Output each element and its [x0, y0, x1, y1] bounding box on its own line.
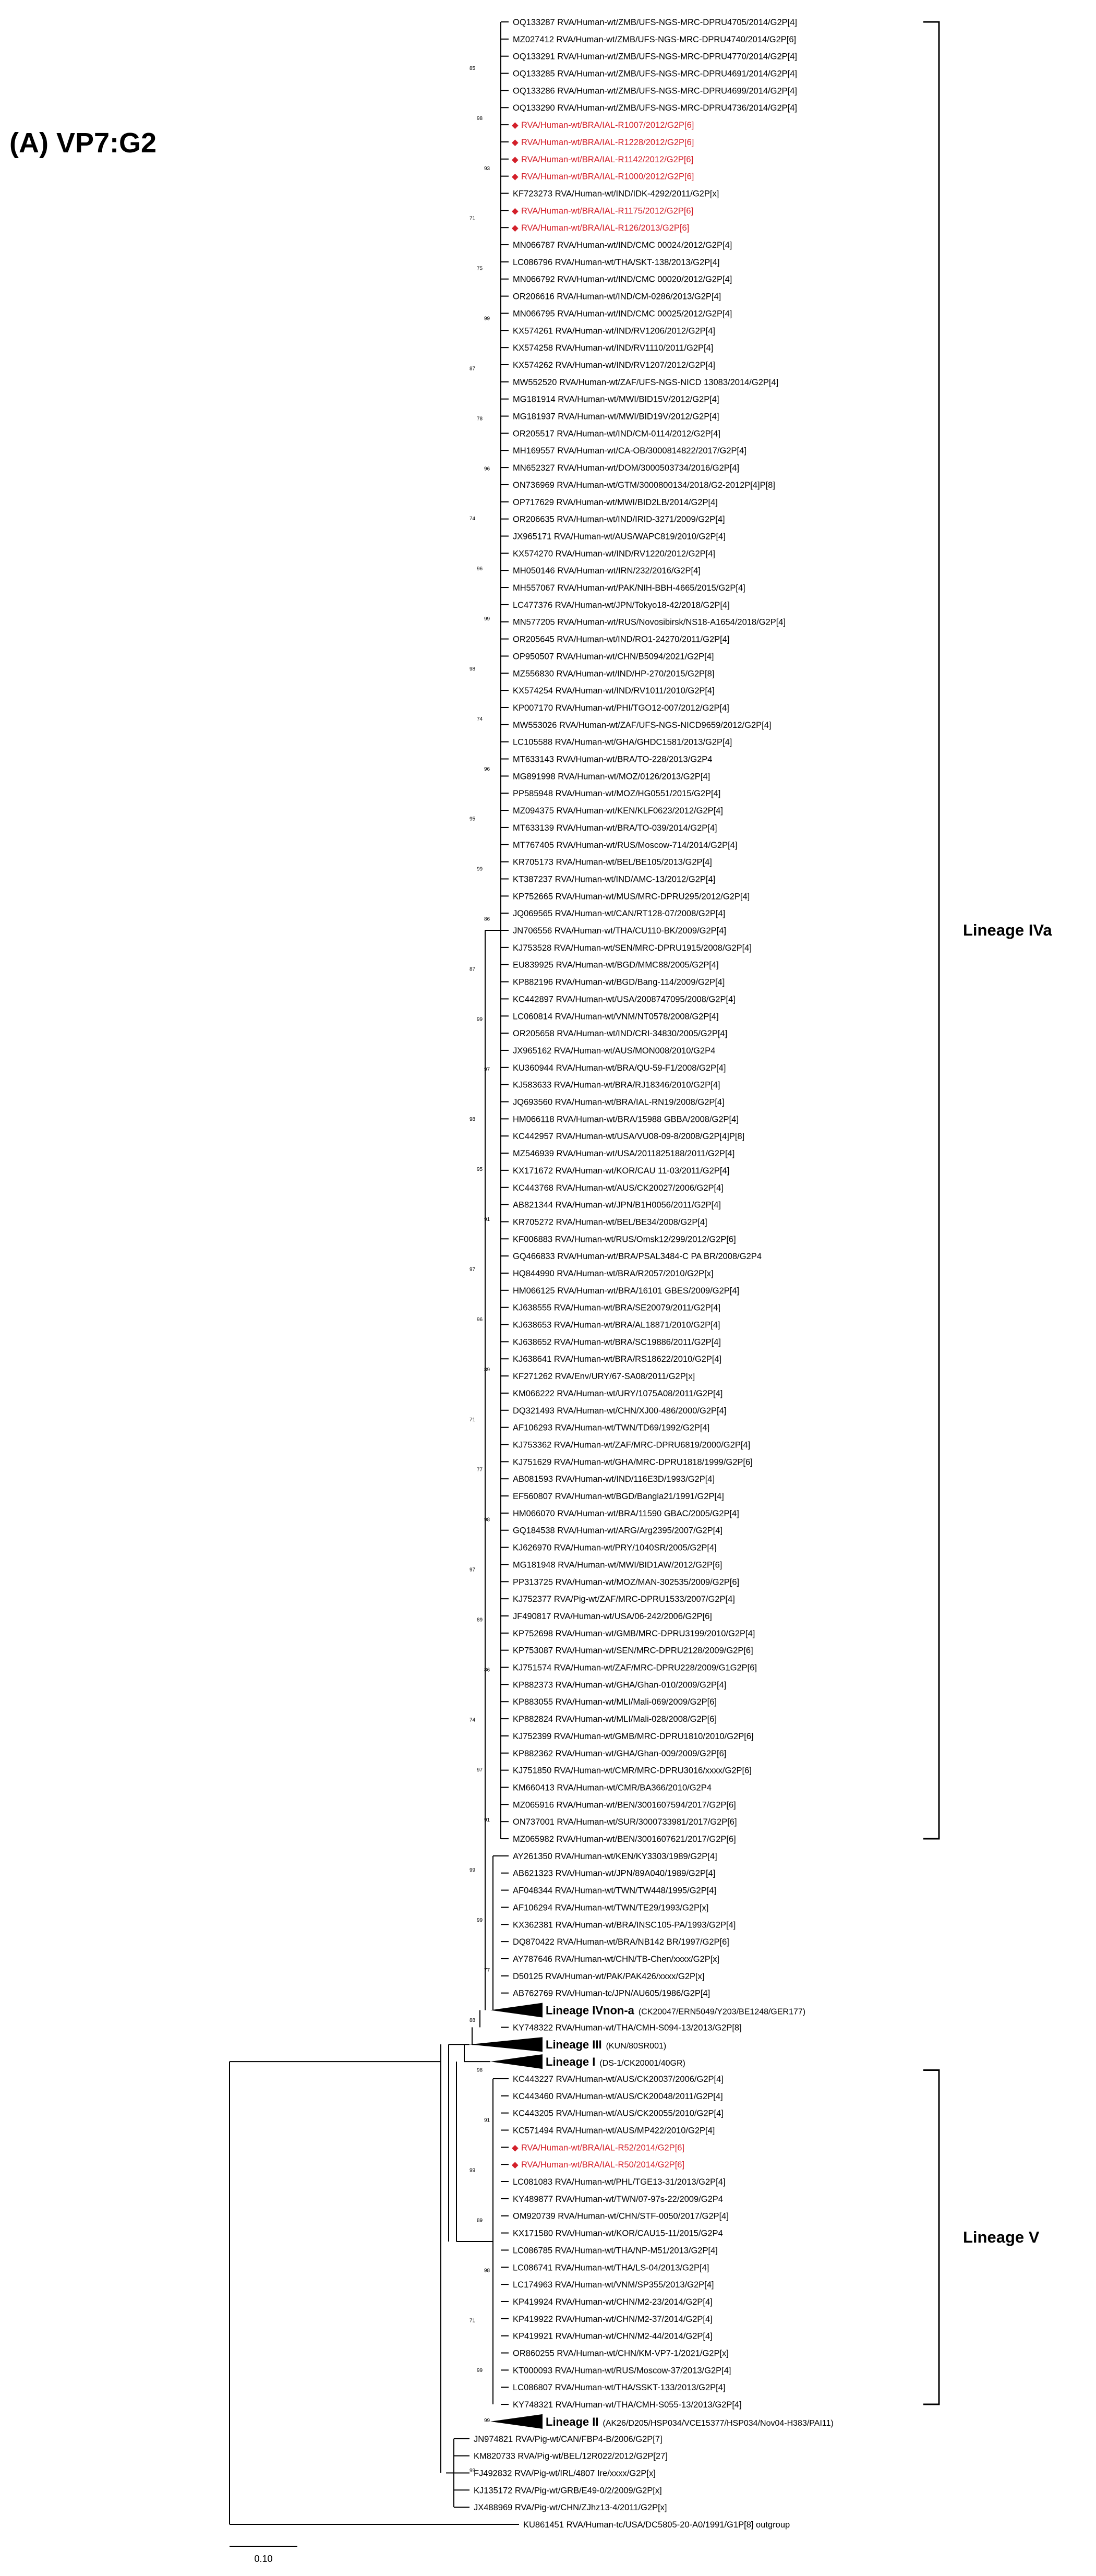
taxon-label: MZ546939 RVA/Human-wt/USA/2011825188/2011/G2P[4]: [513, 1149, 735, 1159]
bootstrap-value: 89: [477, 2218, 483, 2224]
taxon-label: EU839925 RVA/Human-wt/BGD/MMC88/2005/G2P[4]: [513, 960, 719, 970]
taxon-label: LC174963 RVA/Human-wt/VNM/SP355/2013/G2P[4]: [513, 2280, 714, 2290]
taxon-label: MH169557 RVA/Human-wt/CA-OB/3000814822/2017/G2P[4]: [513, 446, 746, 456]
taxon-label: KU861451 RVA/Human-tc/USA/DC5805-20-A0/1991/G1P[8] outgroup: [523, 2520, 790, 2530]
bootstrap-value: 74: [469, 516, 476, 522]
taxon-label: HQ844990 RVA/Human-wt/BRA/R2057/2010/G2P[x]: [513, 1269, 714, 1278]
lineage-brackets: [923, 22, 1052, 2404]
taxon-label: AB081593 RVA/Human-wt/IND/116E3D/1993/G2P[4]: [513, 1475, 715, 1484]
taxon-label: KP882824 RVA/Human-wt/MLI/Mali-028/2008/G2P[6]: [513, 1715, 717, 1724]
taxon-label: KC571494 RVA/Human-wt/AUS/MP422/2010/G2P[4]: [513, 2126, 715, 2136]
lineage-refs: (AK26/D205/HSP034/VCE15377/HSP034/Nov04-H383/PAI11): [603, 2418, 834, 2428]
taxon-label: MN066792 RVA/Human-wt/IND/CMC 00020/2012/G2P[4]: [513, 274, 732, 284]
taxon-label: GQ184538 RVA/Human-wt/ARG/Arg2395/2007/G2P[4]: [513, 1526, 723, 1536]
taxon-label: MT767405 RVA/Human-wt/RUS/Moscow-714/2014/G2P[4]: [513, 840, 738, 850]
panel-title: (A) VP7:G2: [9, 127, 157, 159]
taxon-label: MZ065916 RVA/Human-wt/BEN/3001607594/2017/G2P[6]: [513, 1800, 736, 1810]
taxon-label: KX574254 RVA/Human-wt/IND/RV1011/2010/G2P[4]: [513, 686, 715, 696]
taxon-label: MG181937 RVA/Human-wt/MWI/BID19V/2012/G2P[4]: [513, 412, 719, 422]
taxon-label: KJ753362 RVA/Human-wt/ZAF/MRC-DPRU6819/2000/G2P[4]: [513, 1440, 751, 1450]
bootstrap-value: 99: [484, 316, 490, 322]
taxon-label: KC443768 RVA/Human-wt/AUS/CK20027/2006/G2P[4]: [513, 1183, 724, 1193]
taxon-label: KX362381 RVA/Human-wt/BRA/INSC105-PA/1993/G2P[4]: [513, 1920, 736, 1930]
taxon-label: KC443460 RVA/Human-wt/AUS/CK20048/2011/G2P[4]: [513, 2091, 723, 2101]
taxon-label: MZ065982 RVA/Human-wt/BEN/3001607621/2017/G2P[6]: [513, 1835, 736, 1844]
bootstrap-value: 98: [484, 2268, 490, 2274]
bootstrap-value: 91: [484, 2117, 490, 2124]
bootstrap-value: 95: [477, 1167, 483, 1173]
lineage-label: Lineage V: [963, 2227, 1040, 2246]
taxon-label: OQ133287 RVA/Human-wt/ZMB/UFS-NGS-MRC-DPRU4705/2014/G2P[4]: [513, 18, 797, 27]
bootstrap-value: 99: [469, 2167, 476, 2174]
taxon-label: KY748322 RVA/Human-wt/THA/CMH-S094-13/2013/G2P[8]: [513, 2023, 742, 2033]
taxon-label: RVA/Human-wt/BRA/IAL-R52/2014/G2P[6]: [521, 2143, 685, 2153]
taxon-label: KJ638555 RVA/Human-wt/BRA/SE20079/2011/G2P[4]: [513, 1303, 721, 1313]
taxon-label: LC086807 RVA/Human-wt/THA/SSKT-133/2013/G2P[4]: [513, 2383, 726, 2393]
taxon-label: MN577205 RVA/Human-wt/RUS/Novosibirsk/NS18-A1654/2018/G2P[4]: [513, 617, 786, 627]
taxon-label: ON737001 RVA/Human-wt/SUR/3000733981/2017/G2P[6]: [513, 1817, 737, 1827]
taxon-label: MG181914 RVA/Human-wt/MWI/BID15V/2012/G2P[4]: [513, 394, 719, 404]
taxon-label: PP585948 RVA/Human-wt/MOZ/HG0551/2015/G2P[4]: [513, 789, 721, 799]
bootstrap-value: 89: [484, 1367, 490, 1373]
taxon-label: KP007170 RVA/Human-wt/PHI/TGO12-007/2012/G2P[4]: [513, 703, 729, 713]
bootstrap-value: 98: [469, 666, 476, 672]
taxon-label: RVA/Human-wt/BRA/IAL-R126/2013/G2P[6]: [521, 223, 690, 233]
bootstrap-value: 99: [477, 2368, 483, 2374]
taxon-label: KF006883 RVA/Human-wt/RUS/Omsk12/299/2012/G2P[6]: [513, 1235, 736, 1244]
taxon-labels: [474, 18, 834, 2530]
bootstrap-value: 71: [469, 215, 476, 222]
taxon-label: JX965162 RVA/Human-wt/AUS/MON008/2010/G2P4: [513, 1046, 716, 1056]
taxon-label: MG181948 RVA/Human-wt/MWI/BID1AW/2012/G2P[6]: [513, 1560, 722, 1570]
taxon-label: KT387237 RVA/Human-wt/IND/AMC-13/2012/G2P[4]: [513, 874, 716, 884]
taxon-label: RVA/Human-wt/BRA/IAL-R50/2014/G2P[6]: [521, 2160, 685, 2170]
bootstrap-value: 95: [469, 816, 476, 822]
taxon-label: OQ133285 RVA/Human-wt/ZMB/UFS-NGS-MRC-DPRU4691/2014/G2P[4]: [513, 69, 797, 79]
bootstrap-value: 71: [469, 1417, 476, 1423]
bootstrap-value: 74: [469, 1717, 476, 1723]
lineage-name: Lineage I: [546, 2055, 596, 2069]
taxon-label: KJ753528 RVA/Human-wt/SEN/MRC-DPRU1915/2008/G2P[4]: [513, 943, 752, 953]
bootstrap-value: 98: [477, 115, 483, 122]
taxon-label: KX574261 RVA/Human-wt/IND/RV1206/2012/G2P[4]: [513, 326, 715, 336]
taxon-label: JQ693560 RVA/Human-wt/BRA/IAL-RN19/2008/G2P[4]: [513, 1097, 725, 1107]
bootstrap-value: 91: [484, 1817, 490, 1824]
bootstrap-value: 98: [484, 1517, 490, 1523]
taxon-label: DQ321493 RVA/Human-wt/CHN/XJ00-486/2000/G2P[4]: [513, 1406, 727, 1416]
taxon-label: KP752665 RVA/Human-wt/MUS/MRC-DPRU295/2012/G2P[4]: [513, 892, 750, 902]
highlight-marker: ◆: [512, 206, 519, 216]
bootstrap-value: 96: [477, 566, 483, 572]
lineage-refs: (DS-1/CK20001/40GR): [599, 2059, 685, 2068]
taxon-label: RVA/Human-wt/BRA/IAL-R1142/2012/G2P[6]: [521, 154, 694, 164]
bootstrap-value: 97: [469, 1267, 476, 1273]
bootstrap-value: 93: [484, 165, 490, 172]
collapsed-clade-label: [546, 2415, 834, 2428]
taxon-label: D50125 RVA/Human-wt/PAK/PAK426/xxxx/G2P[x]: [513, 1971, 705, 1981]
taxon-label: RVA/Human-wt/BRA/IAL-R1175/2012/G2P[6]: [521, 206, 694, 216]
taxon-label: KP882196 RVA/Human-wt/BGD/Bang-114/2009/G2P[4]: [513, 977, 725, 987]
bootstrap-value: 86: [484, 1667, 490, 1673]
bootstrap-value: 96: [484, 766, 490, 772]
taxon-label: MZ027412 RVA/Human-wt/ZMB/UFS-NGS-MRC-DPRU4740/2014/G2P[6]: [513, 34, 797, 44]
bootstrap-value: 97: [477, 1767, 483, 1774]
taxon-label: MG891998 RVA/Human-wt/MOZ/0126/2013/G2P[4]: [513, 772, 710, 782]
taxon-label: KJ751629 RVA/Human-wt/GHA/MRC-DPRU1818/1999/G2P[6]: [513, 1457, 753, 1467]
bootstrap-value: 99: [469, 1867, 476, 1874]
taxon-label: JF490817 RVA/Human-wt/USA/06-242/2006/G2P[6]: [513, 1611, 712, 1621]
taxon-label: EF560807 RVA/Human-wt/BGD/Bangla21/1991/G2P[4]: [513, 1492, 724, 1502]
bootstrap-value: 87: [469, 366, 476, 372]
bootstrap-value: 77: [484, 1967, 490, 1973]
taxon-label: KJ626970 RVA/Human-wt/PRY/1040SR/2005/G2P[4]: [513, 1543, 717, 1553]
taxon-label: KP752698 RVA/Human-wt/GMB/MRC-DPRU3199/2010/G2P[4]: [513, 1628, 755, 1638]
lineage-name: Lineage IVnon-a: [546, 2004, 634, 2017]
bootstrap-value: 85: [469, 65, 476, 71]
collapsed-clade-label: [546, 2038, 666, 2051]
taxon-label: LC086785 RVA/Human-wt/THA/NP-M51/2013/G2P[4]: [513, 2246, 718, 2256]
taxon-label: KX171672 RVA/Human-wt/KOR/CAU 11-03/2011/G2P[4]: [513, 1166, 730, 1176]
taxon-label: KJ751574 RVA/Human-wt/ZAF/MRC-DPRU228/2009/G1G2P[6]: [513, 1663, 757, 1673]
taxon-label: KX171580 RVA/Human-wt/KOR/CAU15-11/2015/G2P4: [513, 2228, 723, 2238]
taxon-label: MN652327 RVA/Human-wt/DOM/3000503734/2016/G2P[4]: [513, 463, 740, 473]
collapsed-clade-label: [546, 2004, 805, 2017]
taxon-label: MH557067 RVA/Human-wt/PAK/NIH-BBH-4665/2015/G2P[4]: [513, 583, 745, 593]
scale-bar: [230, 2546, 297, 2564]
bootstrap-value: 87: [469, 966, 476, 973]
taxon-label: OR205517 RVA/Human-wt/IND/CM-0114/2012/G2P[4]: [513, 429, 721, 439]
taxon-label: OR206616 RVA/Human-wt/IND/CM-0286/2013/G2P[4]: [513, 292, 721, 302]
taxon-label: LC086741 RVA/Human-wt/THA/LS-04/2013/G2P[4]: [513, 2263, 709, 2273]
taxon-label: KR705173 RVA/Human-wt/BEL/BE105/2013/G2P[4]: [513, 857, 712, 867]
taxon-label: KM066222 RVA/Human-wt/URY/1075A08/2011/G2P[4]: [513, 1388, 723, 1398]
taxon-label: JN706556 RVA/Human-wt/THA/CU110-BK/2009/G2P[4]: [513, 926, 727, 936]
bootstrap-value: 98: [469, 1117, 476, 1123]
bootstrap-values: [469, 66, 490, 2474]
taxon-label: PP313725 RVA/Human-wt/MOZ/MAN-302535/2009/G2P[6]: [513, 1577, 740, 1587]
bootstrap-value: 91: [484, 1217, 490, 1223]
bootstrap-value: 99: [477, 866, 483, 872]
collapsed-clade-label: [546, 2055, 685, 2068]
lineage-refs: (KUN/80SR001): [606, 2042, 667, 2051]
bootstrap-value: 77: [477, 1467, 483, 1473]
taxon-label: AY261350 RVA/Human-wt/KEN/KY3303/1989/G2P[4]: [513, 1851, 717, 1861]
taxon-label: LC081083 RVA/Human-wt/PHL/TGE13-31/2013/G2P[4]: [513, 2177, 726, 2187]
taxon-label: DQ870422 RVA/Human-wt/BRA/NB142 BR/1997/G2P[6]: [513, 1937, 729, 1947]
lineage-bracket: [923, 22, 939, 1839]
collapsed-clade-triangle: [490, 2414, 543, 2429]
taxon-label: KY489877 RVA/Human-wt/TWN/07-97s-22/2009/G2P4: [513, 2194, 723, 2204]
taxon-label: MW552520 RVA/Human-wt/ZAF/UFS-NGS-NICD 13083/2014/G2P[4]: [513, 377, 779, 387]
taxon-label: MN066795 RVA/Human-wt/IND/CMC 00025/2012/G2P[4]: [513, 309, 732, 319]
lineage-refs: (CK20047/ERN5049/Y203/BE1248/GER177): [638, 2007, 806, 2017]
taxon-label: MT633139 RVA/Human-wt/BRA/TO-039/2014/G2P[4]: [513, 823, 717, 833]
bootstrap-value: 99: [469, 2468, 476, 2474]
taxon-label: HM066070 RVA/Human-wt/BRA/11590 GBAC/2005/G2P[4]: [513, 1508, 739, 1518]
taxon-label: MN066787 RVA/Human-wt/IND/CMC 00024/2012/G2P[4]: [513, 241, 732, 250]
taxon-label: AF048344 RVA/Human-wt/TWN/TW448/1995/G2P[4]: [513, 1886, 717, 1896]
bootstrap-value: 86: [484, 916, 490, 922]
collapsed-clade-triangle: [490, 2054, 543, 2069]
bootstrap-value: 78: [477, 416, 483, 422]
lineage-name: Lineage II: [546, 2415, 599, 2428]
highlight-marker: ◆: [512, 154, 519, 164]
bootstrap-value: 71: [469, 2318, 476, 2324]
bootstrap-value: 97: [484, 1067, 490, 1073]
taxon-label: MW553026 RVA/Human-wt/ZAF/UFS-NGS-NICD9659/2012/G2P[4]: [513, 720, 772, 730]
taxon-label: KF723273 RVA/Human-wt/IND/IDK-4292/2011/G2P[x]: [513, 189, 719, 199]
bootstrap-value: 96: [477, 1316, 483, 1323]
taxon-label: AY787646 RVA/Human-wt/CHN/TB-Chen/xxxx/G2P[x]: [513, 1954, 720, 1964]
taxon-label: KP883055 RVA/Human-wt/MLI/Mali-069/2009/G2P[6]: [513, 1697, 717, 1707]
taxon-label: OR860255 RVA/Human-wt/CHN/KM-VP7-1/2021/G2P[x]: [513, 2349, 729, 2358]
taxon-label: KJ638653 RVA/Human-wt/BRA/AL18871/2010/G2P[4]: [513, 1320, 720, 1330]
taxon-label: AF106293 RVA/Human-wt/TWN/TD69/1992/G2P[4]: [513, 1423, 710, 1433]
lineage-label: Lineage IVa: [963, 921, 1052, 940]
taxon-label: JX488969 RVA/Pig-wt/CHN/ZJhz13-4/2011/G2P[x]: [474, 2503, 667, 2513]
taxon-label: OQ133291 RVA/Human-wt/ZMB/UFS-NGS-MRC-DPRU4770/2014/G2P[4]: [513, 52, 797, 62]
bootstrap-value: 88: [469, 2017, 476, 2023]
lineage-name: Lineage III: [546, 2038, 602, 2052]
taxon-label: ON736969 RVA/Human-wt/GTM/3000800134/2018/G2-2012P[4]P[8]: [513, 480, 775, 490]
taxon-label: JN974821 RVA/Pig-wt/CAN/FBP4-B/2006/G2P[7]: [474, 2434, 663, 2444]
taxon-label: KJ752399 RVA/Human-wt/GMB/MRC-DPRU1810/2010/G2P[6]: [513, 1731, 754, 1741]
bootstrap-value: 89: [477, 1617, 483, 1623]
taxon-label: OR205658 RVA/Human-wt/IND/CRI-34830/2005/G2P[4]: [513, 1029, 728, 1039]
taxon-label: OR205645 RVA/Human-wt/IND/RO1-24270/2011/G2P[4]: [513, 634, 730, 644]
taxon-label: OR206635 RVA/Human-wt/IND/IRID-3271/2009/G2P[4]: [513, 514, 725, 524]
scale-bar-label: 0.10: [254, 2554, 273, 2564]
taxon-label: FJ492832 RVA/Pig-wt/IRL/4807 Ire/xxxx/G2P[x]: [474, 2469, 656, 2478]
highlight-marker: ◆: [512, 2143, 519, 2153]
taxon-label: OP950507 RVA/Human-wt/CHN/B5094/2021/G2P[4]: [513, 652, 714, 662]
taxon-label: KC443227 RVA/Human-wt/AUS/CK20037/2006/G2P[4]: [513, 2074, 724, 2084]
taxon-label: KY748321 RVA/Human-wt/THA/CMH-S055-13/2013/G2P[4]: [513, 2400, 742, 2410]
taxon-label: RVA/Human-wt/BRA/IAL-R1007/2012/G2P[6]: [521, 121, 694, 130]
taxon-label: KJ752377 RVA/Pig-wt/ZAF/MRC-DPRU1533/2007/G2P[4]: [513, 1595, 735, 1604]
taxon-label: KP882362 RVA/Human-wt/GHA/Ghan-009/2009/G2P[6]: [513, 1748, 727, 1758]
taxon-label: KP419921 RVA/Human-wt/CHN/M2-44/2014/G2P[4]: [513, 2331, 713, 2341]
bootstrap-value: 99: [484, 616, 490, 622]
taxon-label: OP717629 RVA/Human-wt/MWI/BID2LB/2014/G2P[4]: [513, 497, 718, 507]
taxon-label: KJ583633 RVA/Human-wt/BRA/RJ18346/2010/G2P[4]: [513, 1080, 720, 1090]
taxon-label: AF106294 RVA/Human-wt/TWN/TE29/1993/G2P[x]: [513, 1903, 709, 1913]
highlight-marker: ◆: [512, 2160, 519, 2170]
taxon-label: LC086796 RVA/Human-wt/THA/SKT-138/2013/G2P[4]: [513, 257, 720, 267]
taxon-label: JQ069565 RVA/Human-wt/CAN/RT128-07/2008/G2P[4]: [513, 909, 726, 919]
highlight-marker: ◆: [512, 137, 519, 147]
bootstrap-value: 96: [484, 466, 490, 472]
taxon-label: KJ751850 RVA/Human-wt/CMR/MRC-DPRU3016/xxxx/G2P[6]: [513, 1766, 752, 1776]
taxon-label: KM660413 RVA/Human-wt/CMR/BA366/2010/G2P4: [513, 1783, 712, 1793]
taxon-label: KU360944 RVA/Human-wt/BRA/QU-59-F1/2008/G2P[4]: [513, 1063, 726, 1073]
tree-branches: [230, 22, 519, 2524]
taxon-label: KR705272 RVA/Human-wt/BEL/BE34/2008/G2P[4]: [513, 1217, 707, 1227]
highlight-marker: ◆: [512, 223, 519, 233]
taxon-label: KC442957 RVA/Human-wt/USA/VU08-09-8/2008/G2P[4]P[8]: [513, 1132, 745, 1142]
bootstrap-value: 75: [477, 266, 483, 272]
taxon-label: KJ135172 RVA/Pig-wt/GRB/E49-0/2/2009/G2P[x]: [474, 2486, 662, 2496]
taxon-label: KJ638652 RVA/Human-wt/BRA/SC19886/2011/G2P[4]: [513, 1337, 721, 1347]
taxon-label: AB821344 RVA/Human-wt/JPN/B1H0056/2011/G2P[4]: [513, 1200, 721, 1210]
taxon-label: OM920739 RVA/Human-wt/CHN/STF-0050/2017/G2P[4]: [513, 2211, 729, 2221]
taxon-label: KC443205 RVA/Human-wt/AUS/CK20055/2010/G2P[4]: [513, 2108, 724, 2118]
taxon-label: JX965171 RVA/Human-wt/AUS/WAPC819/2010/G2P[4]: [513, 532, 726, 542]
taxon-label: AB621323 RVA/Human-wt/JPN/89A040/1989/G2P[4]: [513, 1868, 716, 1878]
bootstrap-value: 98: [477, 2067, 483, 2074]
taxon-label: LC105588 RVA/Human-wt/GHA/GHDC1581/2013/G2P[4]: [513, 737, 732, 747]
taxon-label: AB762769 RVA/Human-tc/JPN/AU605/1986/G2P[4]: [513, 1988, 710, 1998]
bootstrap-value: 97: [469, 1567, 476, 1573]
taxon-label: KF271262 RVA/Env/URY/67-SA08/2011/G2P[x]: [513, 1372, 695, 1382]
taxon-label: OQ133286 RVA/Human-wt/ZMB/UFS-NGS-MRC-DPRU4699/2014/G2P[4]: [513, 86, 797, 96]
highlight-marker: ◆: [512, 121, 519, 130]
collapsed-clade-triangle: [490, 2003, 543, 2018]
taxon-label: KX574270 RVA/Human-wt/IND/RV1220/2012/G2P[4]: [513, 549, 715, 559]
taxon-label: LC060814 RVA/Human-wt/VNM/NT0578/2008/G2P[4]: [513, 1012, 719, 1022]
taxon-label: RVA/Human-wt/BRA/IAL-R1000/2012/G2P[6]: [521, 172, 694, 182]
taxon-label: KT000093 RVA/Human-wt/RUS/Moscow-37/2013/G2P[4]: [513, 2366, 731, 2376]
taxon-label: KP753087 RVA/Human-wt/SEN/MRC-DPRU2128/2009/G2P[6]: [513, 1646, 753, 1656]
taxon-label: MT633143 RVA/Human-wt/BRA/TO-228/2013/G2P4: [513, 754, 713, 764]
bootstrap-value: 99: [477, 1917, 483, 1923]
taxon-label: KP882373 RVA/Human-wt/GHA/Ghan-010/2009/G2P[4]: [513, 1680, 727, 1690]
bootstrap-value: 99: [484, 2418, 490, 2424]
taxon-label: KX574262 RVA/Human-wt/IND/RV1207/2012/G2P[4]: [513, 360, 715, 370]
taxon-label: KX574258 RVA/Human-wt/IND/RV1110/2011/G2P[4]: [513, 343, 714, 353]
taxon-label: MH050146 RVA/Human-wt/IRN/232/2016/G2P[4]: [513, 566, 701, 576]
taxon-label: LC477376 RVA/Human-wt/JPN/Tokyo18-42/2018/G2P[4]: [513, 600, 730, 610]
taxon-label: KP419924 RVA/Human-wt/CHN/M2-23/2014/G2P[4]: [513, 2297, 713, 2307]
taxon-label: KJ638641 RVA/Human-wt/BRA/RS18622/2010/G2P[4]: [513, 1355, 722, 1364]
taxon-label: RVA/Human-wt/BRA/IAL-R1228/2012/G2P[6]: [521, 137, 694, 147]
taxon-label: MZ556830 RVA/Human-wt/IND/HP-270/2015/G2P[8]: [513, 669, 715, 679]
taxon-label: HM066118 RVA/Human-wt/BRA/15988 GBBA/2008/G2P[4]: [513, 1115, 739, 1124]
lineage-bracket: [923, 2070, 939, 2404]
taxon-label: HM066125 RVA/Human-wt/BRA/16101 GBES/2009/G2P[4]: [513, 1286, 740, 1296]
taxon-label: KC442897 RVA/Human-wt/USA/2008747095/2008/G2P[4]: [513, 995, 736, 1004]
bootstrap-value: 74: [477, 716, 483, 722]
taxon-label: GQ466833 RVA/Human-wt/BRA/PSAL3484-C PA BR/2008/G2P4: [513, 1252, 762, 1262]
highlight-marker: ◆: [512, 172, 519, 182]
taxon-label: KM820733 RVA/Pig-wt/BEL/12R022/2012/G2P[27]: [474, 2451, 668, 2461]
taxon-label: KP419922 RVA/Human-wt/CHN/M2-37/2014/G2P[4]: [513, 2314, 713, 2324]
bootstrap-value: 99: [477, 1016, 483, 1023]
taxon-label: OQ133290 RVA/Human-wt/ZMB/UFS-NGS-MRC-DPRU4736/2014/G2P[4]: [513, 103, 797, 113]
taxon-label: MZ094375 RVA/Human-wt/KEN/KLF0623/2012/G2P[4]: [513, 806, 723, 816]
collapsed-clade-triangle: [469, 2037, 543, 2052]
